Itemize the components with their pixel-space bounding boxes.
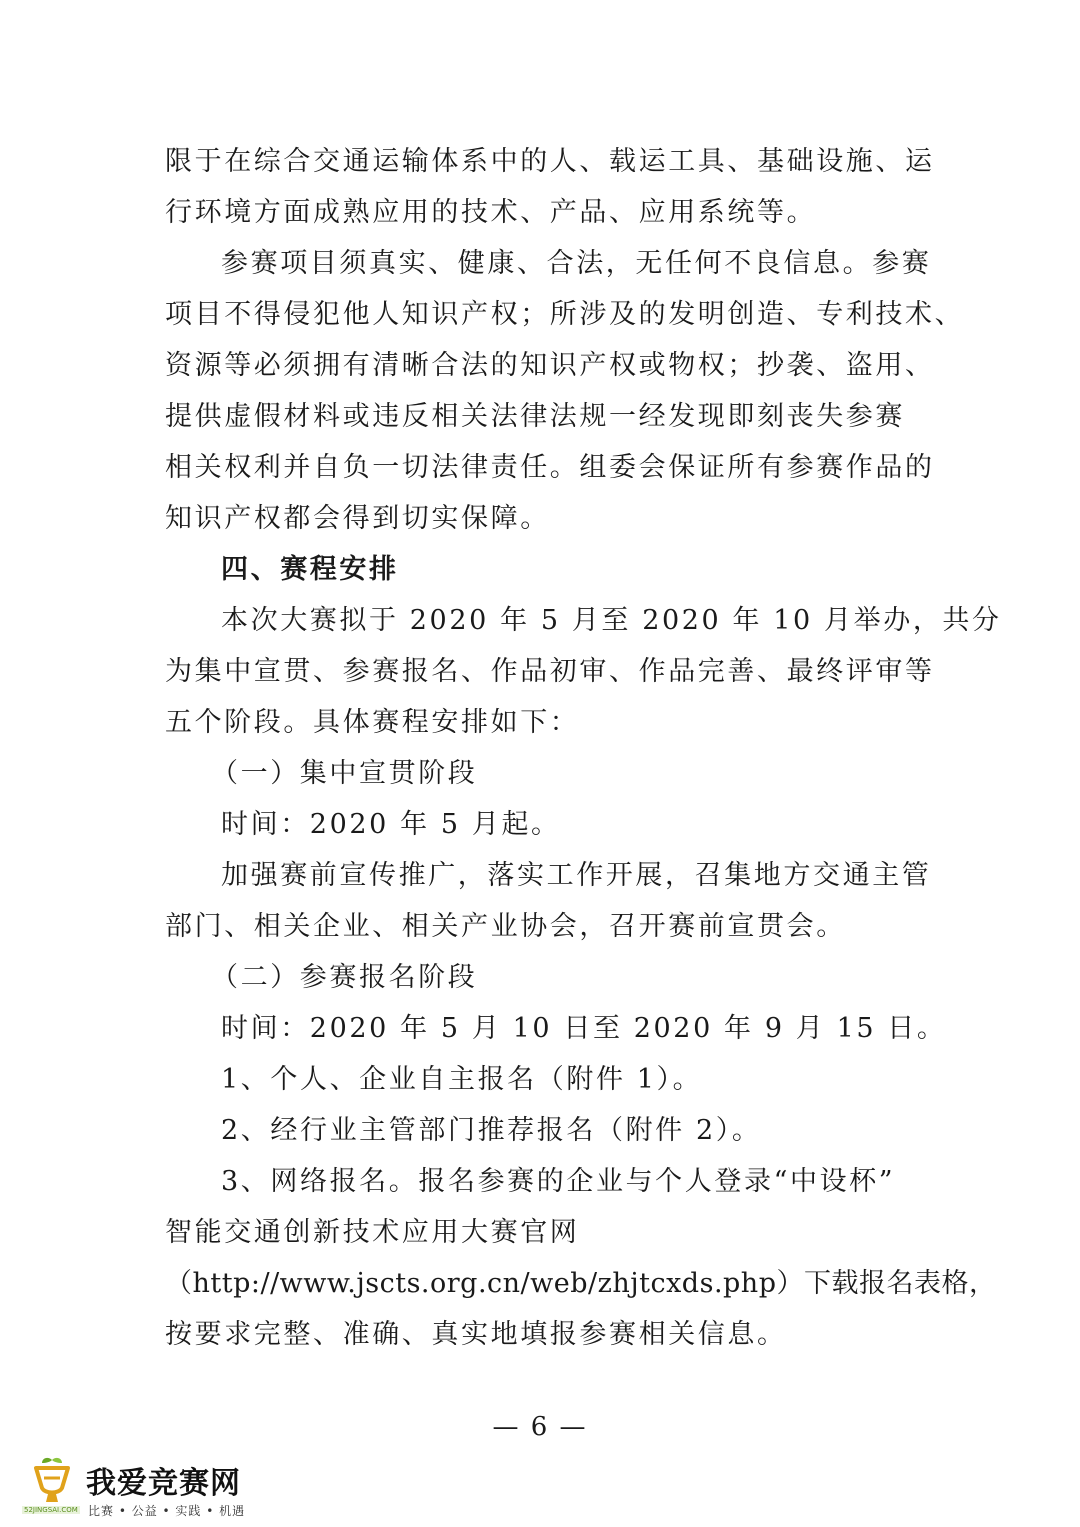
paragraph-line: 加强赛前宣传推广，落实工作开展，召集地方交通主管 (221, 860, 932, 891)
list-item: 1、个人、企业自主报名（附件 1）。 (221, 1064, 703, 1095)
paragraph-line: 为集中宣贯、参赛报名、作品初审、作品完善、最终评审等 (165, 656, 935, 687)
section-heading: 四、赛程安排 (221, 554, 399, 585)
watermark-site-name: 我爱竞赛网 (86, 1466, 241, 1501)
paragraph-line: 本次大赛拟于 2020 年 5 月至 2020 年 10 月举办，共分 (221, 605, 1002, 636)
site-watermark (22, 1450, 262, 1520)
url-line: （http://www.jscts.org.cn/web/zhjtcxds.php）下载报名表格， (165, 1268, 997, 1299)
watermark-tagline: 比赛 • 公益 • 实践 • 机遇 (88, 1504, 246, 1518)
paragraph-line: 相关权利并自负一切法律责任。组委会保证所有参赛作品的 (165, 452, 935, 483)
paragraph-line: 智能交通创新技术应用大赛官网 (165, 1217, 580, 1248)
paragraph-line: 提供虚假材料或违反相关法律法规一经发现即刻丧失参赛 (165, 401, 905, 432)
list-item: 3、网络报名。报名参赛的企业与个人登录“中设杯” (221, 1166, 896, 1197)
paragraph-line: 知识产权都会得到切实保障。 (165, 503, 550, 534)
paragraph-line: 行环境方面成熟应用的技术、产品、应用系统等。 (165, 197, 817, 228)
subsection-heading: （二）参赛报名阶段 (211, 962, 478, 993)
subsection-heading: （一）集中宣贯阶段 (211, 758, 478, 789)
paragraph-line: 参赛项目须真实、健康、合法，无任何不良信息。参赛 (221, 248, 932, 279)
list-item: 2、经行业主管部门推荐报名（附件 2）。 (221, 1115, 762, 1146)
watermark-url: 52JINGSAI.COM (24, 1506, 78, 1514)
paragraph-line: 部门、相关企业、相关产业协会，召开赛前宣贯会。 (165, 911, 846, 942)
paragraph-line: 项目不得侵犯他人知识产权；所涉及的发明创造、专利技术、 (165, 299, 965, 330)
paragraph-line: 资源等必须拥有清晰合法的知识产权或物权；抄袭、盗用、 (165, 350, 935, 381)
trophy-logo-icon (22, 1454, 82, 1514)
page-number: — 6 — (492, 1412, 588, 1442)
paragraph-line: 按要求完整、准确、真实地填报参赛相关信息。 (165, 1319, 787, 1350)
paragraph-line: 时间：2020 年 5 月起。 (221, 809, 561, 840)
document-body (165, 136, 1002, 1360)
paragraph-line: 时间：2020 年 5 月 10 日至 2020 年 9 月 15 日。 (221, 1013, 947, 1044)
paragraph-line: 限于在综合交通运输体系中的人、载运工具、基础设施、运 (165, 146, 935, 177)
paragraph-line: 五个阶段。具体赛程安排如下： (165, 707, 580, 738)
